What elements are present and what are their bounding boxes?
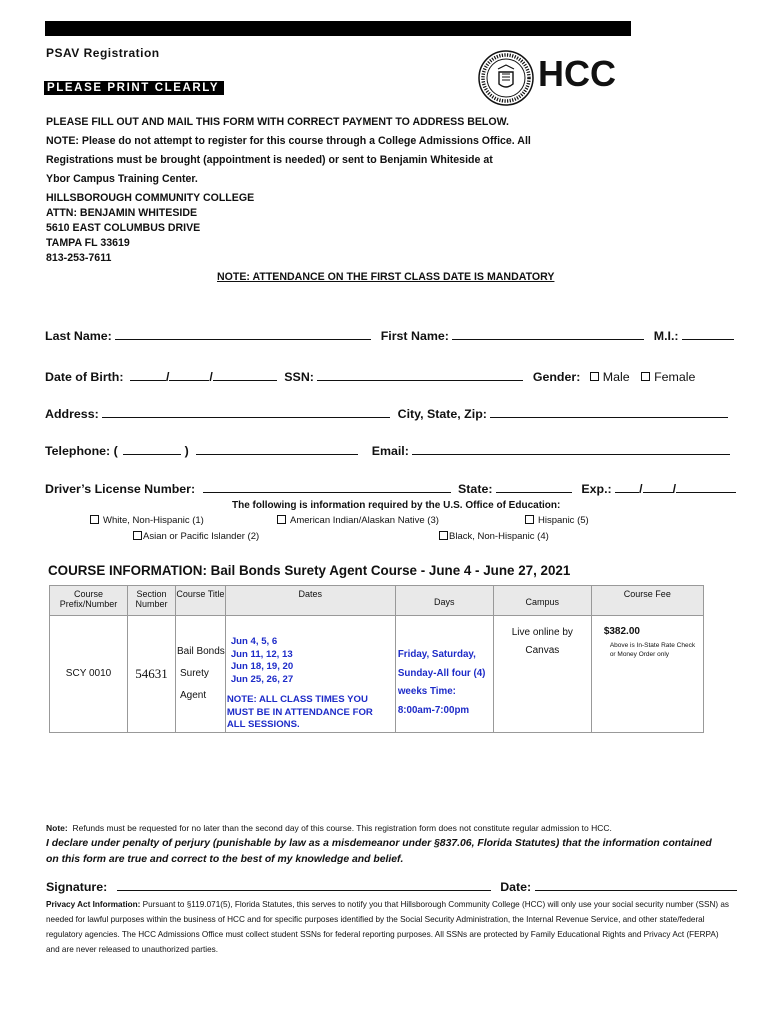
checkbox-icon[interactable]	[525, 515, 534, 524]
last-name-field[interactable]	[115, 330, 371, 340]
telephone-row	[45, 444, 730, 458]
perjury-declaration: I declare under penalty of perjury (punishable by law as a misdemeanor under §837.06, Florida Statutes) that the information contained on this form are true and correct to the best of my knowledge and belief.	[46, 838, 712, 865]
header-days: Days	[395, 586, 493, 616]
gender-label: Gender:	[532, 370, 581, 384]
state-label: State:	[458, 482, 493, 496]
email-field[interactable]	[412, 445, 730, 455]
checkbox-icon[interactable]	[277, 515, 286, 524]
state-field[interactable]	[496, 483, 572, 493]
city-state-zip-field[interactable]	[490, 408, 728, 418]
mi-field[interactable]	[682, 330, 734, 340]
privacy-act-notice	[46, 897, 730, 957]
instruction-line: NOTE: Please do not attempt to register for this course through a College Admissions Office. All	[46, 135, 531, 147]
cell-days: Friday, Saturday, Sunday-All four (4) weeks Time: 8:00am-7:00pm	[395, 616, 493, 733]
address-line: TAMPA FL 33619	[46, 237, 130, 249]
header-dates: Dates	[225, 586, 395, 616]
last-name-label: Last Name:	[45, 329, 112, 343]
checkbox-icon[interactable]	[90, 515, 99, 524]
first-name-field[interactable]	[452, 330, 644, 340]
telephone-label: Telephone: (	[45, 444, 118, 458]
exp-label: Exp.:	[581, 482, 612, 496]
signature-field[interactable]	[117, 881, 491, 891]
cell-campus: Live online by Canvas	[493, 616, 591, 733]
male-checkbox[interactable]	[590, 372, 599, 381]
cell-fee: $382.00 Above is In-State Rate Check or Money Order only	[591, 616, 703, 733]
address-row	[45, 407, 728, 421]
print-clearly-banner: PLEASE PRINT CLEARLY	[44, 81, 224, 95]
drivers-license-label: Driver’s License Number:	[45, 482, 196, 496]
address-label: Address:	[45, 407, 99, 421]
drivers-license-field[interactable]	[203, 483, 451, 493]
address-line: HILLSBOROUGH COMMUNITY COLLEGE	[46, 192, 255, 204]
mailing-address	[46, 191, 254, 266]
first-name-label: First Name:	[380, 329, 449, 343]
header-title: Course Title	[176, 586, 226, 616]
exp-month-field[interactable]	[615, 483, 639, 493]
dob-day-field[interactable]	[169, 371, 209, 381]
email-label: Email:	[371, 444, 409, 458]
exp-year-field[interactable]	[676, 483, 736, 493]
area-code-field[interactable]	[123, 445, 181, 455]
address-field[interactable]	[102, 408, 390, 418]
instruction-line: PLEASE FILL OUT AND MAIL THIS FORM WITH CORRECT PAYMENT TO ADDRESS BELOW.	[46, 116, 509, 128]
header-campus: Campus	[493, 586, 591, 616]
telephone-field[interactable]	[196, 445, 358, 455]
city-state-zip-label: City, State, Zip:	[397, 407, 487, 421]
table-header-row	[50, 586, 704, 616]
cell-prefix: SCY 0010	[50, 616, 128, 733]
cell-title: Bail Bonds Surety Agent	[176, 616, 226, 733]
cell-dates: Jun 4, 5, 6 Jun 11, 12, 13 Jun 18, 19, 20 Jun 25, 26, 27 NOTE: ALL CLASS TIMES YOU MUST BE IN ATTENDANCE FOR ALL SESSIONS.	[225, 616, 395, 733]
female-label: Female	[654, 370, 696, 384]
signature-row	[46, 880, 737, 894]
ethnicity-option[interactable]: Asian or Pacific Islander (2)	[133, 531, 259, 542]
cell-section: 54631	[128, 616, 176, 733]
course-heading: COURSE INFORMATION: Bail Bonds Surety Agent Course - June 4 - June 27, 2021	[48, 563, 571, 578]
signature-label: Signature:	[46, 880, 108, 894]
date-label: Date:	[500, 880, 532, 894]
dob-month-field[interactable]	[130, 371, 166, 381]
address-line: 5610 EAST COLUMBUS DRIVE	[46, 222, 201, 234]
table-row	[50, 616, 704, 733]
course-table	[49, 585, 704, 733]
instructions	[46, 113, 566, 189]
ethnicity-option[interactable]: American Indian/Alaskan Native (3)	[277, 515, 439, 526]
dob-row: Date of Birth: / / SSN: Gender: Male Female	[45, 370, 696, 384]
male-label: Male	[602, 370, 630, 384]
license-row: Driver’s License Number: State: Exp.: / /	[45, 482, 736, 496]
privacy-label: Privacy Act Information:	[46, 900, 141, 909]
exp-day-field[interactable]	[643, 483, 673, 493]
college-seal-icon	[478, 50, 534, 106]
privacy-text: Pursuant to §119.071(5), Florida Statutes, this serves to notify you that Hillsborough Community College (HCC) will only use your social security number (SSN) as needed for lawful purposes within the business of HCC and for specific purposes identified by the Social Security Administration, the Internal Revenue Service, and other state/federal regulatory agencies. The HCC Admissions Office must collect student SSNs for federal reporting purposes. All SSNs are protected by Family Educational Rights and Privacy Act (FERPA) and are never released to unauthorized parties.	[46, 900, 730, 954]
checkbox-icon[interactable]	[133, 531, 142, 540]
hcc-logo: HCC	[538, 53, 616, 94]
mi-label: M.I.:	[653, 329, 679, 343]
date-field[interactable]	[535, 881, 737, 891]
attendance-note: NOTE: ATTENDANCE ON THE FIRST CLASS DATE IS MANDATORY	[217, 271, 555, 283]
instruction-line: Registrations must be brought (appointment is needed) or sent to Benjamin Whiteside at	[46, 154, 493, 166]
header-bar	[45, 21, 631, 36]
telephone-close: )	[184, 444, 189, 458]
refund-note: Note: Refunds must be requested for no later than the second day of this course. This registration form does not constitute regular admission to HCC.	[46, 823, 612, 833]
checkbox-icon[interactable]	[439, 531, 448, 540]
form-title: PSAV Registration	[46, 46, 160, 60]
ssn-field[interactable]	[317, 371, 523, 381]
header-prefix: Course Prefix/Number	[50, 586, 128, 616]
ethnicity-heading: The following is information required by the U.S. Office of Education:	[232, 500, 561, 511]
dob-label: Date of Birth:	[45, 370, 124, 384]
address-line: ATTN: BENJAMIN WHITESIDE	[46, 207, 198, 219]
ssn-label: SSN:	[284, 370, 314, 384]
header-section: Section Number	[128, 586, 176, 616]
dob-year-field[interactable]	[213, 371, 277, 381]
ethnicity-option[interactable]: White, Non-Hispanic (1)	[90, 515, 204, 526]
name-row	[45, 329, 734, 343]
ethnicity-option[interactable]: Hispanic (5)	[525, 515, 589, 526]
female-checkbox[interactable]	[641, 372, 650, 381]
address-line: 813-253-7611	[46, 252, 112, 264]
header-fee: Course Fee	[591, 586, 703, 616]
ethnicity-option[interactable]: Black, Non-Hispanic (4)	[439, 531, 549, 542]
instruction-line: Ybor Campus Training Center.	[46, 173, 198, 185]
